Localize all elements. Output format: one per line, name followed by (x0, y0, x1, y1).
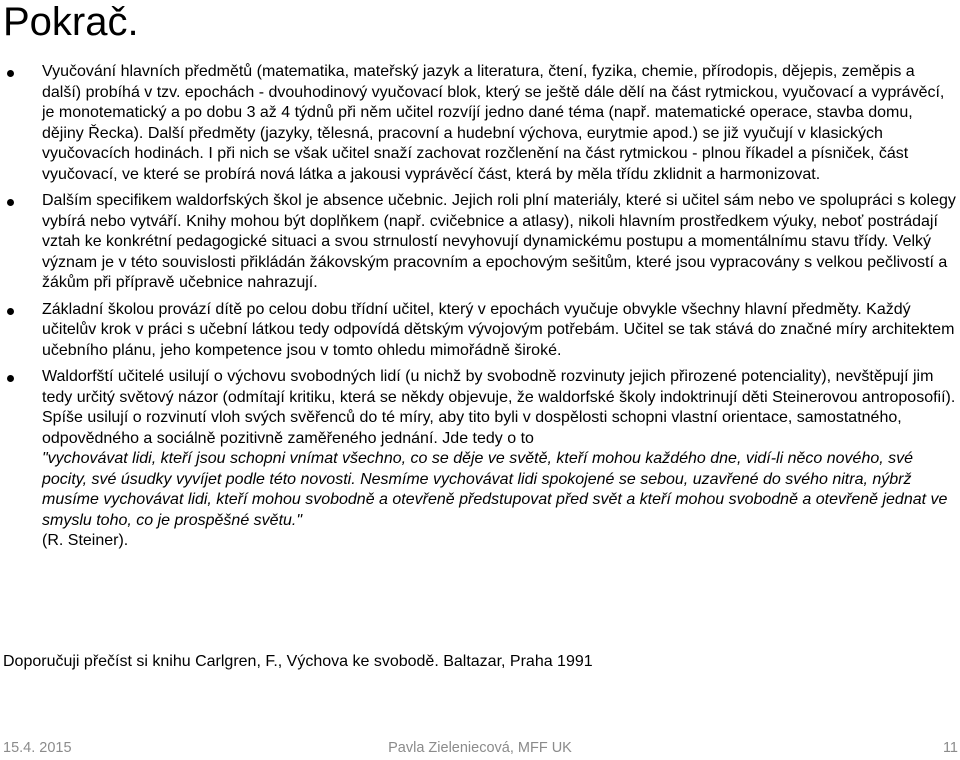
bullet-text: Waldorfští učitelé usilují o výchovu svobodných lidí (u nichž by svobodně rozvinuty jejich přirozené potenciality), nevštěpují jim tedy určitý světový názor (odmítají kritiku, která se někdy objevuje, že waldorfské školy indoktrinují děti Steinerovou antroposofií). Spíše usilují o rozvinutí vloh svých svěřenců do té míry, aby tito byli v dospělosti schopni vlastní orientace, samostatného, odpovědného a sociálně pozitivně zaměřeného jednání. Jde tedy o to (42, 368, 956, 447)
steiner-quote: "vychovávat lidi, kteří jsou schopni vnímat všechno, co se děje ve světě, kteří mohou každého dne, vidí-li něco nového, své pocity, své úsudky vyvíjet podle této novosti. Nesmíme vychovávat lidi spokojené se sebou, uzavřené do svého nitra, nýbrž musíme vychovávat lidi, kteří mohou svobodně a otevřeně předstupovat před svět a kteří mohou svobodně a otevřeně jednat ve smyslu toho, co je prospěšné světu." (42, 450, 948, 529)
bullet-list (0, 62, 960, 552)
bullet-item-textbooks (0, 191, 960, 294)
bullet-item-free-people (0, 367, 960, 552)
bullet-text: Vyučování hlavních předmětů (matematika, mateřský jazyk a literatura, čtení, fyzika, chemie, přírodopis, dějepis, zeměpis a další) probíhá v tzv. epochách - dvouhodinový vyučovací blok, který se ještě dále dělí na část rytmickou, vyučovací a vyprávěcí, je monotematický a po dobu 3 až 4 týdnů při něm učitel rozvíjí jedno dané téma (např. matematické operace, stavba domu, dějiny Řecka). Další předměty (jazyky, tělesná, pracovní a hudební výchova, eurytmie apod.) se již vyučují v klasických vyučovacích hodinách. I při nich se však učitel snaží zachovat rozčlenění na část rytmickou - plnou říkadel a písniček, část vyučovací, ve které se probírá nová látka a jakousi vyprávěcí část, která by měla třídu zklidnit a harmonizovat. (42, 63, 945, 183)
slide-title: Pokrač. (3, 0, 139, 44)
bullet-item-class-teacher (0, 300, 960, 362)
bullet-text: Dalším specifikem waldorfských škol je absence učebnic. Jejich roli plní materiály, které si učitel sám nebo ve spolupráci s kolegy vybírá nebo vytváří. Knihy mohou být doplňkem (např. cvičebnice a atlasy), nikoli hlavním prostředkem výuky, neboť postrádají vztah ke konkrétní pedagogické situaci a svou strnulostí nevyhovují dynamickému postupu a momentálnímu stavu třídy. Velký význam je v této souvislosti přikládán žákovským pracovním a epochovým sešitům, které jsou vypracovány s velkou pečlivostí a žákům při přípravě učebnice nahrazují. (42, 192, 956, 291)
quote-attribution: (R. Steiner). (42, 532, 129, 549)
bullet-dot-icon (7, 308, 14, 315)
footer-author: Pavla Zieleniecová, MFF UK (388, 740, 572, 756)
book-recommendation: Doporučuji přečíst si knihu Carlgren, F., Výchova ke svobodě. Baltazar, Praha 1991 (3, 653, 593, 670)
slide-content (0, 62, 960, 558)
bullet-text: Základní školou provází dítě po celou dobu třídní učitel, který v epochách vyučuje obvykle všechny hlavní předměty. Každý učitelův krok v práci s učební látkou tedy odpovídá dětským vývojovým potřebám. Učitel se tak stává do značné míry architektem učebního plánu, jeho kompetence jsou v tomto ohledu mimořádně široké. (42, 300, 955, 359)
footer-date: 15.4. 2015 (3, 740, 72, 756)
bullet-item-epochs (0, 62, 960, 185)
bullet-dot-icon (7, 199, 14, 206)
bullet-dot-icon (7, 375, 14, 382)
bullet-dot-icon (7, 70, 14, 77)
footer-page-number: 11 (942, 740, 958, 756)
